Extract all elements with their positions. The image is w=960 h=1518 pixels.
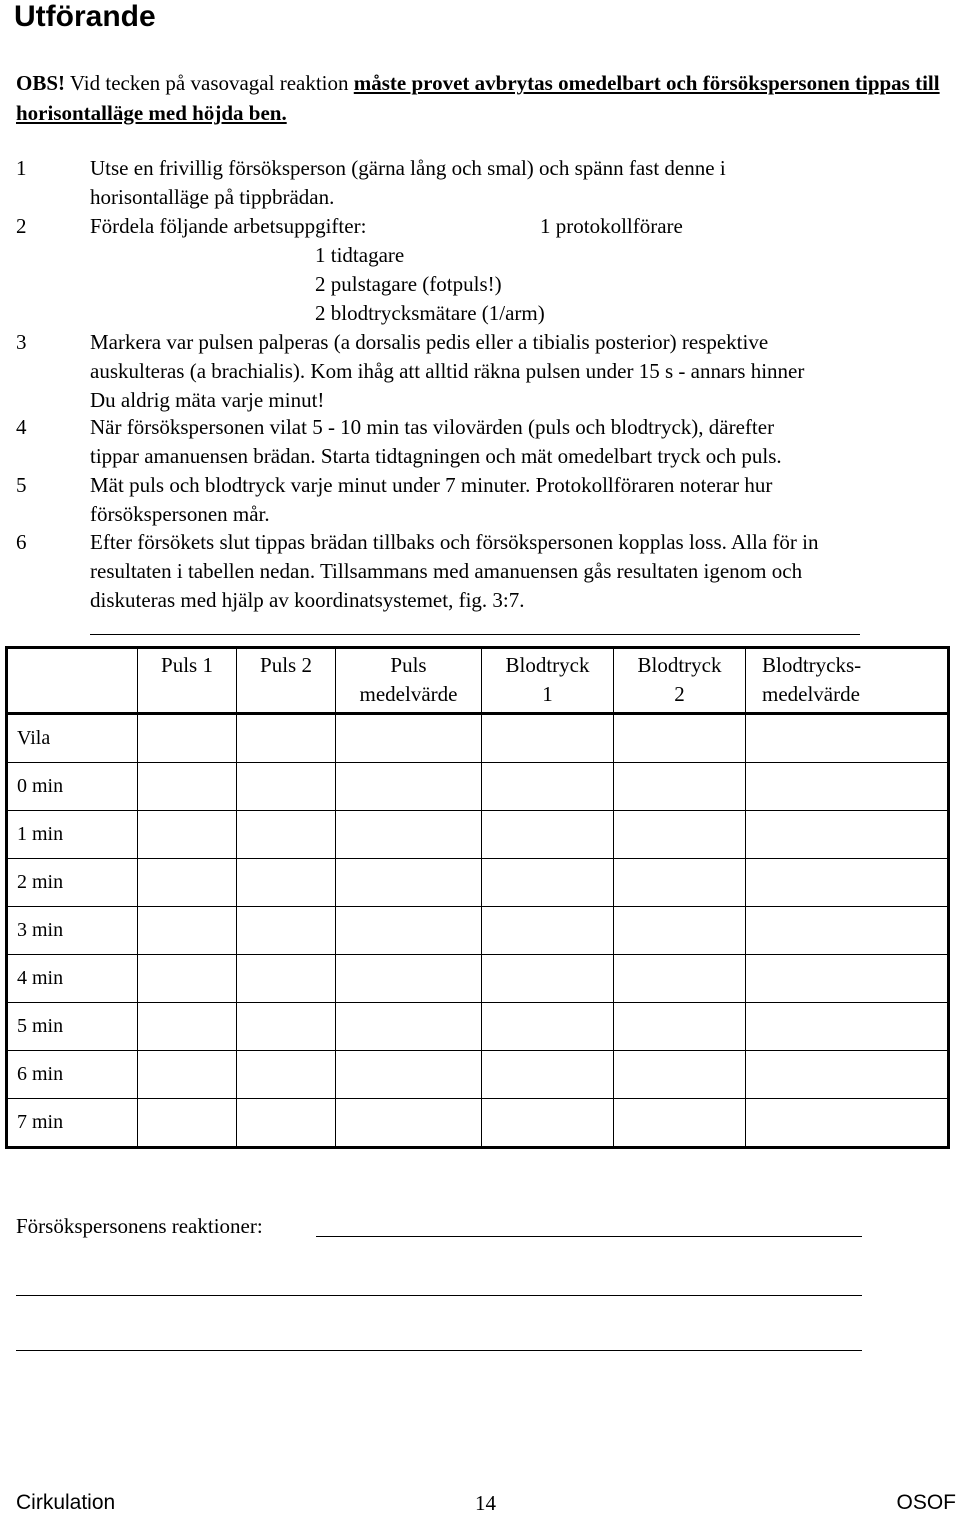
step-line: När försökspersonen vilat 5 - 10 min tas vilovärden (puls och blodtryck), därefter: [90, 415, 775, 439]
data-cell[interactable]: [138, 714, 237, 763]
step-line: horisontalläge på tippbrädan.: [90, 185, 335, 209]
step-number: 1: [16, 156, 27, 180]
step-line: Du aldrig mäta varje minut!: [90, 388, 325, 412]
task-item: 2 blodtrycksmätare (1/arm): [315, 301, 545, 325]
header-cell: Puls medelvärde: [336, 648, 482, 714]
data-cell[interactable]: [336, 763, 482, 811]
data-cell[interactable]: [138, 955, 237, 1003]
data-cell[interactable]: [237, 907, 336, 955]
table-row: [7, 714, 949, 763]
row-label: 1 min: [7, 811, 138, 859]
data-cell[interactable]: [336, 955, 482, 1003]
row-label: 3 min: [7, 907, 138, 955]
header-cell: Blodtryck 1: [482, 648, 614, 714]
reactions-write-line[interactable]: [16, 1350, 862, 1351]
footer-page-number: 14: [475, 1491, 496, 1515]
data-cell[interactable]: [746, 763, 949, 811]
data-cell[interactable]: [336, 1003, 482, 1051]
data-cell[interactable]: [614, 859, 746, 907]
data-cell[interactable]: [138, 811, 237, 859]
data-cell[interactable]: [482, 1051, 614, 1099]
step-line: Markera var pulsen palperas (a dorsalis pedis eller a tibialis posterior) respektive: [90, 330, 769, 354]
data-cell[interactable]: [237, 714, 336, 763]
reactions-write-line[interactable]: [16, 1295, 862, 1296]
step-number: 3: [16, 330, 27, 354]
table-row: [7, 859, 949, 907]
results-table: [5, 646, 950, 1149]
step-line: auskulteras (a brachialis). Kom ihåg att alltid räkna pulsen under 15 s - annars hinner: [90, 359, 805, 383]
table-row: [7, 811, 949, 859]
data-cell[interactable]: [138, 1051, 237, 1099]
row-label: 4 min: [7, 955, 138, 1003]
data-cell[interactable]: [237, 955, 336, 1003]
data-cell[interactable]: [482, 1003, 614, 1051]
table-row: [7, 907, 949, 955]
header-corner-cell: [7, 648, 138, 714]
reactions-write-line[interactable]: [316, 1236, 862, 1237]
warning-paragraph: [16, 68, 946, 128]
data-cell[interactable]: [614, 1051, 746, 1099]
footer-section: Cirkulation: [16, 1491, 116, 1514]
data-cell[interactable]: [138, 1003, 237, 1051]
warning-emphasis: måste provet avbrytas omedelbart och försökspersonen tippas till horisontalläge med höjda ben.: [16, 71, 940, 125]
task-item: 1 tidtagare: [315, 243, 405, 267]
header-cell: Puls 2: [237, 648, 336, 714]
data-cell[interactable]: [614, 955, 746, 1003]
task-item: 2 pulstagare (fotpuls!): [315, 272, 502, 296]
table-row: [7, 1003, 949, 1051]
data-cell[interactable]: [336, 811, 482, 859]
warning-text: Vid tecken på vasovagal reaktion: [65, 71, 354, 95]
table-row: [7, 955, 949, 1003]
data-cell[interactable]: [482, 907, 614, 955]
warning-label: OBS!: [16, 71, 66, 95]
step-line: tippar amanuensen brädan. Starta tidtagningen och mät omedelbart tryck och puls.: [90, 444, 782, 468]
data-cell[interactable]: [614, 714, 746, 763]
step-number: 6: [16, 530, 27, 554]
data-cell[interactable]: [746, 811, 949, 859]
step-line: försökspersonen mår.: [90, 502, 270, 526]
data-cell[interactable]: [138, 1099, 237, 1148]
step-number: 5: [16, 473, 27, 497]
footer-org: OSOF: [896, 1491, 956, 1514]
data-cell[interactable]: [336, 907, 482, 955]
data-cell[interactable]: [336, 1099, 482, 1148]
header-cell: Puls 1: [138, 648, 237, 714]
row-label: 6 min: [7, 1051, 138, 1099]
data-cell[interactable]: [746, 955, 949, 1003]
data-cell[interactable]: [746, 907, 949, 955]
data-cell[interactable]: [482, 714, 614, 763]
step-line: Efter försökets slut tippas brädan tillbaks och försökspersonen kopplas loss. Alla för in: [90, 530, 819, 554]
data-cell[interactable]: [614, 1099, 746, 1148]
step-number: 4: [16, 415, 27, 439]
data-cell[interactable]: [237, 811, 336, 859]
row-label: Vila: [7, 714, 138, 763]
data-cell[interactable]: [746, 1051, 949, 1099]
data-cell[interactable]: [336, 859, 482, 907]
data-cell[interactable]: [138, 763, 237, 811]
data-cell[interactable]: [482, 1099, 614, 1148]
step-line: Fördela följande arbetsuppgifter:: [90, 214, 367, 238]
row-label: 0 min: [7, 763, 138, 811]
step-number: 2: [16, 214, 27, 238]
header-cell: Blodtrycks- medelvärde: [746, 648, 949, 714]
data-cell[interactable]: [336, 714, 482, 763]
row-label: 7 min: [7, 1099, 138, 1148]
data-cell[interactable]: [237, 763, 336, 811]
data-cell[interactable]: [614, 763, 746, 811]
reactions-label: Försökspersonens reaktioner:: [16, 1214, 263, 1238]
data-cell[interactable]: [482, 955, 614, 1003]
data-cell[interactable]: [746, 714, 949, 763]
step-line: Mät puls och blodtryck varje minut under 7 minuter. Protokollföraren noterar hur: [90, 473, 773, 497]
page-title: Utförande: [14, 0, 156, 33]
data-cell[interactable]: [746, 1099, 949, 1148]
row-label: 2 min: [7, 859, 138, 907]
task-item: 1 protokollförare: [540, 214, 683, 238]
header-cell: Blodtryck 2: [614, 648, 746, 714]
data-cell[interactable]: [746, 1003, 949, 1051]
table-header-row: [7, 648, 949, 714]
data-cell[interactable]: [138, 859, 237, 907]
step-line: Utse en frivillig försöksperson (gärna lång och smal) och spänn fast denne i: [90, 156, 726, 180]
table-row: [7, 1099, 949, 1148]
data-cell[interactable]: [138, 907, 237, 955]
data-cell[interactable]: [614, 907, 746, 955]
data-cell[interactable]: [237, 859, 336, 907]
data-cell[interactable]: [746, 859, 949, 907]
table-row: [7, 1051, 949, 1099]
data-cell[interactable]: [482, 859, 614, 907]
data-cell[interactable]: [614, 1003, 746, 1051]
row-label: 5 min: [7, 1003, 138, 1051]
data-cell[interactable]: [237, 1051, 336, 1099]
data-cell[interactable]: [482, 811, 614, 859]
separator-line: [90, 634, 860, 635]
step-line: diskuteras med hjälp av koordinatsystemet, fig. 3:7.: [90, 588, 525, 612]
data-cell[interactable]: [482, 763, 614, 811]
table-row: [7, 763, 949, 811]
step-line: resultaten i tabellen nedan. Tillsammans med amanuensen gås resultaten igenom och: [90, 559, 803, 583]
data-cell[interactable]: [237, 1003, 336, 1051]
data-cell[interactable]: [614, 811, 746, 859]
data-cell[interactable]: [336, 1051, 482, 1099]
data-cell[interactable]: [237, 1099, 336, 1148]
